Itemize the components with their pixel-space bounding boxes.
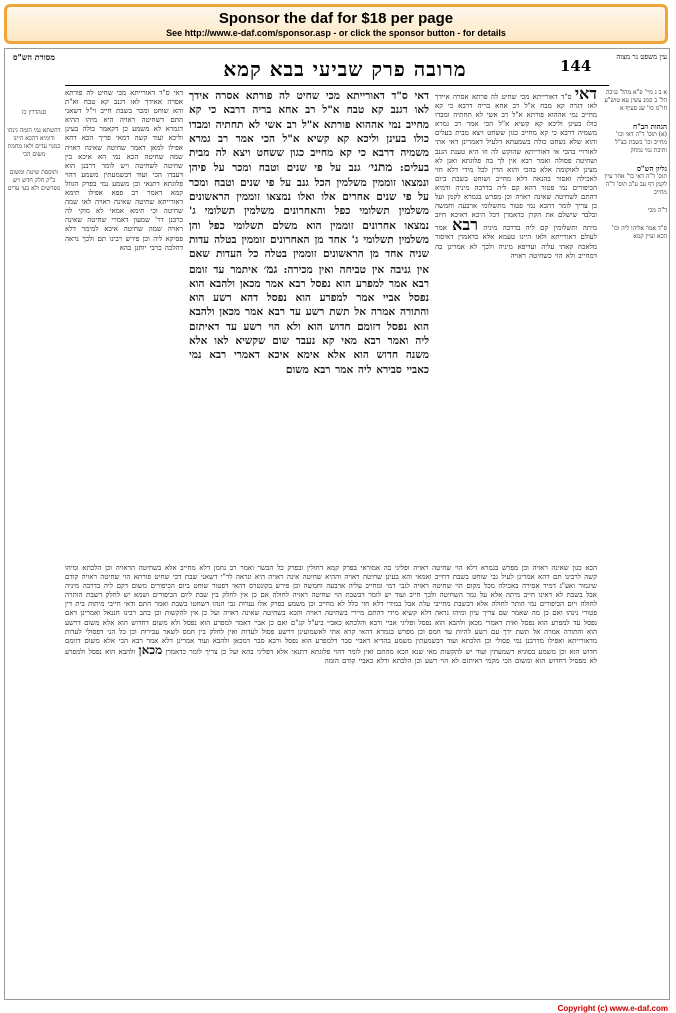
tosafot-commentary — [65, 89, 183, 569]
gilyon-title: גליון הש"ס — [636, 164, 667, 173]
ein-mishpat-notes: א ב ג מיי' פ"א מהל' גניבה הל' ב סמג עשין עא טוש"ע חו"מ סי' שנ סעיף א — [604, 89, 667, 112]
copyright-notice: Copyright (c) www.e-daf.com — [557, 1004, 668, 1013]
rashi-text: ס"ד דאורייתא מכי שחיט לה פרתא אסרה איידך לאו דגרה קא מבח א"ל רב אחא בריה דרבא כי קא מחייב נמי אההוא פורתא א"ל רב אשי לא תחתיה ומבדו כולו בעינן וליכא קא קשיא א"ל הכי אמר רב גמרא משמיה דרבא כי קא מחייב כגון ששחט ויצא מבית בעלים והוא שלא נשחט כולה בשמעתא דלעיל דאמרינן דאי אתי לאורויי בהכי אי דאורייתא שהוקש לה וזו היא טענת הגנב ושחיטה פסולה ואמר רבא אין לך בה פלוגתא ואנן לא מצינן לאוקומה אלא בהכי והוא הדין לכל מידי דלא חזי לאכילה ואסור בהנאה דלא מחייב ושוחט בשבת ביום הכיפורים נמי פטור דהא קם ליה בדרבה מיניה ודמיא דהתם לשחיטה שאינה ראויה וכן מפרש בגמרא לקמן ועל כן צריך לומר דהכא נמי פטור מתשלומי ארבעה וחמשה ובלבד שישלם את הקרן כדאמרן דכל היכא דאיכא חיוב מיתה ותשלומין קם ליה בדרבה מיניה — [435, 93, 597, 233]
rashi-text-2: אמר לעולם דאורייתא ולאו היינו טעמא אלא כדאמרן דאיסור מלאכה קאתי עליה ועדיפא מיניה ולכך לא אמרינן בה דמחייב ולא הוי כשחיטה ראויה — [435, 224, 597, 260]
page-number: 144 — [560, 57, 592, 75]
mekan-label: מכאן — [138, 642, 163, 657]
lower-commentary-end: ולהבא הוא נפסל ולמפרע לא מפסיל דחדוש הוא ומשום הכי מקמי דאיתזם לא הוי רשע וכן הלכתא ודלא כאביי קודם הזמה — [65, 647, 597, 665]
gemara-text-3: איתמר עד זומם רבא אמר למפרע הוא נפסל רבא אמר מכאן ולהבא הוא נפסל אביי אמר למפרע הוא נפסל דהא רשע הוא והתורה אמרה אל תשת רשע עד רבא אמר מכאן ולהבא הוא נפסל דזומם חדוש הוא ולא הוי רשע עד דאיתזם ליה ואמר רבא מאי קא נעבד שום שקשיא לאו אלא משנה חדוש הוא אלא אימא איכא דאמרי רבא נמי כאביי סבירא ליה אמר רבא משום — [189, 263, 429, 376]
masoret-hashas-header: מסורת הש"ס — [13, 52, 55, 62]
margin-note: ס"ד אמר אליהו ליה וכו' הכא ועיין קמא — [611, 225, 667, 240]
gemara-text-1: דאי ס"ד דאורייתא מכי שחיט לה פורתא אסרה אידך לאו דגנב קא טבח א"ל רב אחא בריה דרבא כי קא מחייב נמי אההוא פורתא א"ל רב אשי לא תחתיה ומבדו כולו בעינן וליכא קא קשיא א"ל הכי אמר רב גמרא משמיה דרבא כי קא מחייב כגון ששחט ויצא לה מבית בעלים: — [189, 90, 429, 175]
rashi-commentary — [435, 89, 597, 569]
gemara-label: גמ׳ — [263, 261, 278, 276]
margin-note: סנהדרין כז — [21, 109, 47, 116]
page-title: מרובה פרק שביעי בבא קמא — [223, 57, 467, 81]
margin-note: דהשתא נמי הזמה נינהו ודומיא דהכא היינו כמנוי עדים ולאו מחמת משום הכי — [7, 127, 61, 158]
talmud-page — [4, 48, 670, 1000]
mishna-label: מתני׳ — [368, 160, 393, 175]
margin-note: ותוספת שיטת ומשום ב"ק חלק חדש ויש מפרשים ולא בעי עדים — [7, 169, 61, 192]
gemara-text — [189, 89, 429, 559]
tosafot-text: דאי ס"ד דאורייתא מכי שחיט לה פורתא אסרה אאידך לאו דגנב קא טבח וא"ת והא שוחט ומכר בשבת חייב וי"ל דשאני התם דשחיטה ראויה היא מיהו ההיא דגמרא לא משמע כן דקאמר כולה בעינן וליכא ועוד קשה דמאי פריך הכא דהא אפילו למאן דאמר שחיטה שאינה ראויה שמה שחיטה הכא נמי הא איכא בין שחיטה לשחיטה ויש לומר דרבנן הוא דעבדו הכי ועוד דבשמעתין משמע דהוי פלוגתא דתנאי וכן משמע נמי בפרק הגוזל קמא דאמר רב פפא אפילו תימא דאורייתא שחיטה שאינה ראויה לאו שמה שחיטה וכי תימא אמאי לא מוקי לה כרבנן דר' שמעון דאמרי שחיטה שאינה ראויה שמה שחיטה איכא למימר דלא פסיקא ליה וכן פירש רבינו תם ולכך נראה דהלכה כרבי יוחנן בהא — [65, 89, 183, 252]
sponsor-banner-subtitle[interactable]: See http://www.e-daf.com/sponsor.asp - or click the sponsor button - for details — [166, 28, 506, 38]
margin-note: ד"ה מכי — [647, 207, 667, 214]
ein-mishpat-header: עין משפט נר מצוה — [616, 53, 667, 61]
lower-commentary — [65, 564, 597, 994]
rashi-opening-word-2: רבא — [452, 215, 478, 235]
hagahot-title: הגהות הב"ח — [632, 122, 667, 131]
sponsor-banner-title[interactable]: Sponsor the daf for $18 per page — [218, 10, 454, 27]
rashi-opening-word: דאי — [574, 89, 597, 103]
lower-commentary-text: הכא כגון שאינה ראויה וכן מפרש בגמרא דלא הוי שחיטה ראויה ופליגי בה אמוראי בפרק קמא דחולין ובפרק כל הבשר ואמר רב נחמן דלא מחייב אלא בשחיטה הראויה וכן הלכתא ומיהו קשה לרבינו תם דהא אמרינן לעיל גבי שוחט בשבת דחייב ואמאי והא בעינן שחיטה ראויה וההיא שחיטה אינה ראויה היא ונראה לר"י דשאני שבת דכי שחיט פורתא הוי שחיטה ראויה קודם שיגמור ואע"ג דמיד אסירה באכילה מכל מקום הוי שחיטה ראויה לגבי דמי ומחייב עליה ארבעה וחמשה וכן פירש בקונטרס דהאי דפטור שוחט ביום הכיפורים משום דקם ליה בדרבה מיניה אבל בשבת לא דאינו חייב מיתה אלא על גמר השחיטה ולכך חייב ועוד יש לומר דבשבת הוי שחיטה ראויה לחולה אם כן אין לחלק בין שבת ליום הכיפורים ושמא יש לחלק דשבת הותרה לחולה ויום הכיפורים נמי הותר לחולה אלא דבשבת מחייבי עלה אבל במידי דלא חזי כלל לא מחייב וכן משמע בפרק אלו נערות גבי הנהו דשחטו בשבת ואמר התם ודאי חייבי מיתות בית דין פטורי נינהו ואם כן מה שאמר שם צריך עיון ומיהו נראה דלא קשיא מידי דהתם מיירי בשחיטה ראויה והכא בשחיטה שאינה ראויה ועל כן אין להקשות וכן כתב רבינו חננאל ואמרינן דאם נפסל עד למפרע הוא נפסל ואית דאמרי מכאן ולהבא הוא נפסל ופליגי אביי ורבא והלכתא כאביי ביע"ל קג"ם ואם כן אביי דאמר למפרע הוא נפסל ולא משום דחדוש הוא אלא משום דרשע הוא והתורה אמרה אל תשת ידך עם רשע להיות עד חמס וכן מפרש בגמרא דהאי קרא אתי לאשמועינן דרשע פסול לעדות ואין לחלק בין חמס לשאר עבירות וכן כל הני דפסולי לעדות מדאורייתא ואפילו מדרבנן נמי פסולי וכן הלכתא ועוד דבשמעתין משמע בהדיא דאביי סבר דלמפרע הוא נפסל ורבא סבר דמכאן ולהבא ועוד אמרינן דלא אמר רבא הכי אלא משום דזומם חדוש הוא וכן משמע בסוגיא דשמעתין ועוד יש להקשות מאי שנא הכא מהתם ואין לומר דהוי פלוגתא דתנאי אלא דפליגי בהא ועל כן צריך לומר כדאמרן — [65, 564, 597, 656]
header-divider — [65, 85, 609, 86]
hagahot-text: (א) תוס' ד"ה דאי וכו' מחייב וכו' בשבת כצ"ל ותיבת נמי נמחק — [615, 131, 667, 154]
gilyon-text: תוס' ד"ה דאי בר' אחר עיין לקמן דף עב ע"ב תוס' ד"ה מחייב — [604, 173, 667, 196]
right-margin-notes — [603, 89, 667, 989]
left-margin-notes — [7, 109, 61, 989]
sponsor-banner[interactable] — [4, 4, 668, 44]
mishna-text: גנב על פי שנים וטבח ומכר על פיהן ונמצאו זוממין משלמין הכל גנב על פי שנים וטבח ומכר על פי שנים אחרים אלו ואלו נמצאו זוממין הראשונים משלמין תשלומי כפל והאחרונים משלמין תשלומי ג' נמצאו אחרונים זוממין הוא משלם תשלומי כפל והן משלמין תשלומי ג' אחד מן האחרונים זוממין בטלה עדות שניה אחד מן הראשונים זוממין בטלה כל העדות שאם אין גניבה אין טביחה ואין מכירה: — [189, 162, 429, 276]
